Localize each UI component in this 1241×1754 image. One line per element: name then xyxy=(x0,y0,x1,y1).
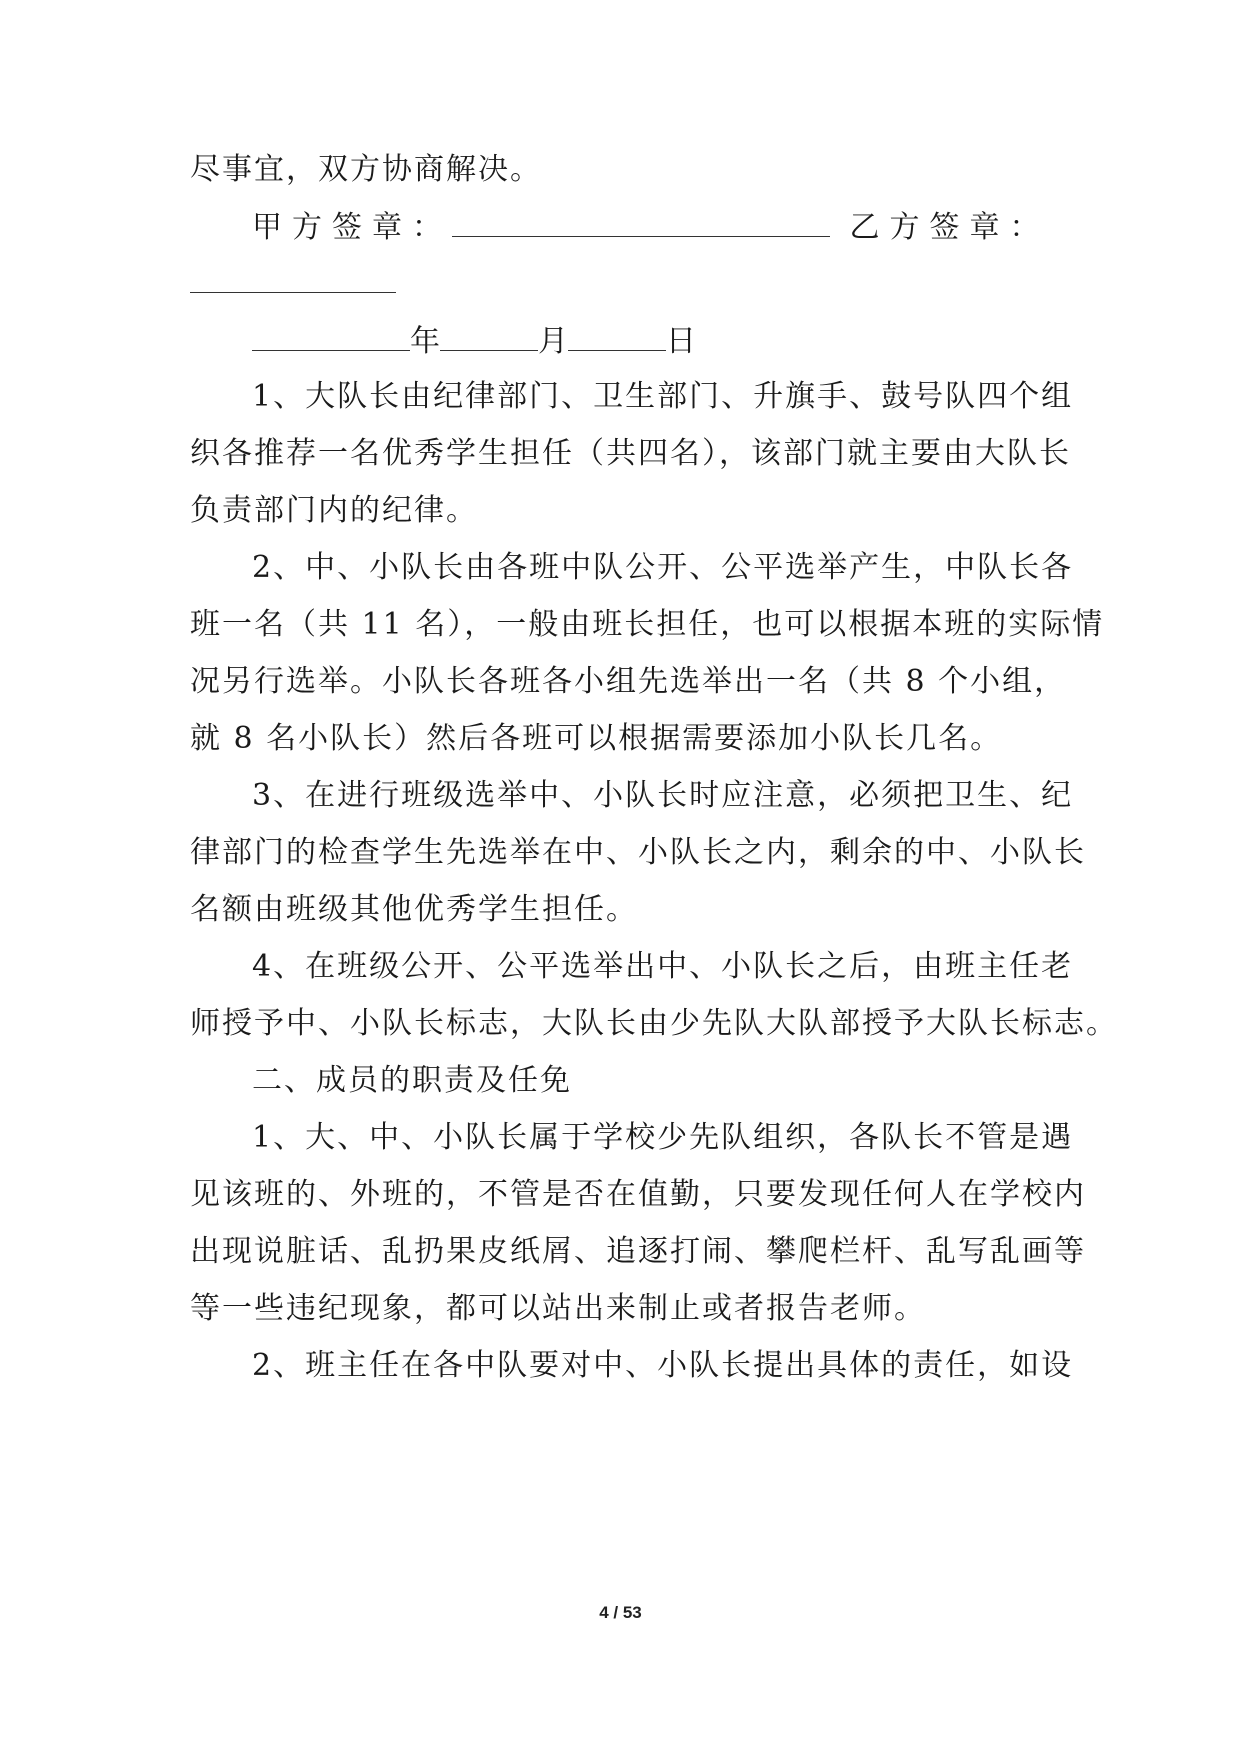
paragraph-line: 见该班的、外班的，不管是否在值勤，只要发现任何人在学校内 xyxy=(190,1177,1086,1212)
paragraph-line: 4、在班级公开、公平选举出中、小队长之后，由班主任老 xyxy=(252,949,1074,984)
section-heading: 二、成员的职责及任免 xyxy=(252,1063,572,1098)
paragraph-line: 2、中、小队长由各班中队公开、公平选举产生，中队长各 xyxy=(252,550,1074,585)
month-blank xyxy=(440,320,538,351)
day-label: 日 xyxy=(666,324,696,359)
paragraph-line: 出现说脏话、乱扔果皮纸屑、追逐打闹、攀爬栏杆、乱写乱画等 xyxy=(190,1234,1086,1269)
paragraph-line: 等一些违纪现象，都可以站出来制止或者报告老师。 xyxy=(190,1291,926,1326)
party-b-signature-blank xyxy=(190,262,396,293)
paragraph-line: 尽事宜，双方协商解决。 xyxy=(190,152,542,187)
paragraph-line: 1、大队长由纪律部门、卫生部门、升旗手、鼓号队四个组 xyxy=(252,379,1074,414)
date-line xyxy=(252,320,1050,362)
paragraph-line: 2、班主任在各中队要对中、小队长提出具体的责任，如设 xyxy=(252,1348,1074,1383)
party-b-signature-label: 乙方签章： xyxy=(849,210,1050,245)
paragraph-line: 律部门的检查学生先选举在中、小队长之内，剩余的中、小队长 xyxy=(190,835,1086,870)
day-blank xyxy=(568,320,666,351)
paragraph-line: 师授予中、小队长标志，大队长由少先队大队部授予大队长标志。 xyxy=(190,1006,1118,1041)
paragraph-line: 班一名（共 11 名），一般由班长担任，也可以根据本班的实际情 xyxy=(190,607,1105,642)
paragraph-line: 名额由班级其他优秀学生担任。 xyxy=(190,892,638,927)
paragraph-line: 织各推荐一名优秀学生担任（共四名），该部门就主要由大队长 xyxy=(190,436,1071,471)
month-label: 月 xyxy=(538,324,568,359)
paragraph-line: 就 8 名小队长）然后各班可以根据需要添加小队长几名。 xyxy=(190,721,1003,756)
party-a-signature-label: 甲方签章： xyxy=(252,210,452,245)
signature-continuation xyxy=(190,262,1050,304)
paragraph-line: 1、大、中、小队长属于学校少先队组织，各队长不管是遇 xyxy=(252,1120,1074,1155)
paragraph-line: 3、在进行班级选举中、小队长时应注意，必须把卫生、纪 xyxy=(252,778,1074,813)
paragraph-line: 况另行选举。小队长各班各小组先选举出一名（共 8 个小组， xyxy=(190,664,1067,699)
party-a-signature-blank xyxy=(452,206,830,237)
page-number: 4 / 53 xyxy=(599,1603,642,1622)
year-label: 年 xyxy=(410,324,440,359)
signature-line xyxy=(252,206,1050,248)
year-blank xyxy=(252,320,410,351)
paragraph-line: 负责部门内的纪律。 xyxy=(190,493,478,528)
